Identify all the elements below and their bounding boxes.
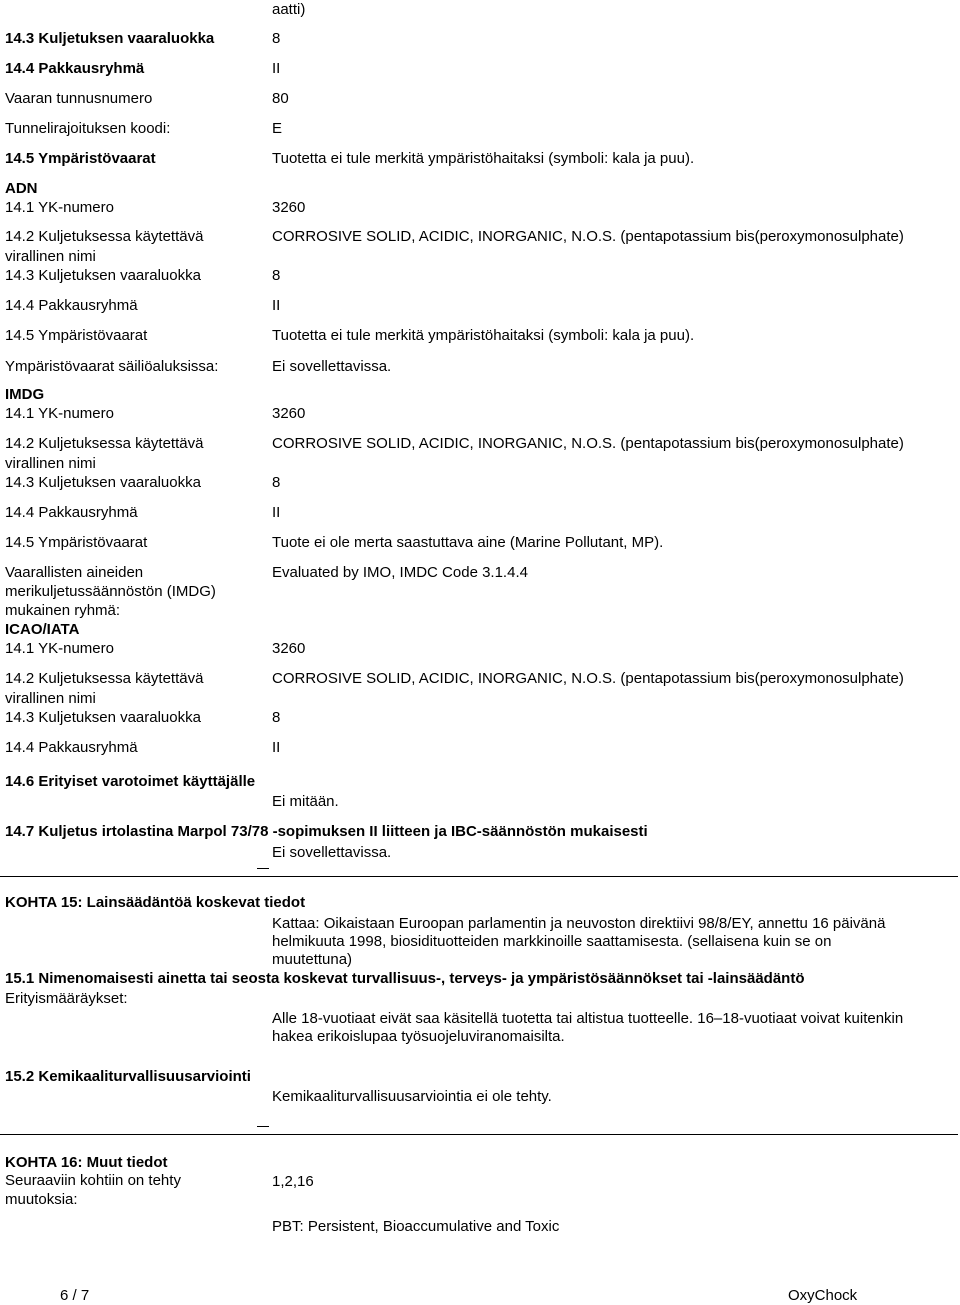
icao-heading: ICAO/IATA [5,621,80,638]
icao-vaaraluokka-label: 14.3 Kuljetuksen vaaraluokka [5,709,201,726]
section-14-6-value: Ei mitään. [272,793,339,810]
section-14-7-value: Ei sovellettavissa. [272,844,392,861]
icao-nimi-label-2: virallinen nimi [5,690,96,707]
section-14-6-heading: 14.6 Erityiset varotoimet käyttäjälle [5,773,256,790]
imdg-heading: IMDG [5,386,45,403]
seuraaviin-label: Seuraaviin kohtiin on tehty [5,1172,181,1189]
icao-vaaraluokka-value: 8 [272,709,281,726]
imdg-nimi-value: CORROSIVE SOLID, ACIDIC, INORGANIC, N.O.S. (pentapotassium bis(peroxymonosulphate) [272,435,904,452]
imdg-ryhma-label: Vaarallisten aineiden [5,564,144,581]
vaaran-tunnusnumero-label: Vaaran tunnusnumero [5,90,153,107]
ymparistovaarat-label: 14.5 Ympäristövaarat [5,150,156,167]
icao-yk-label: 14.1 YK-numero [5,640,114,657]
icao-nimi-label: 14.2 Kuljetuksessa käytettävä [5,670,204,687]
section-divider [0,876,958,877]
icao-pakkausryhma-label: 14.4 Pakkausryhmä [5,739,138,756]
vaaran-tunnusnumero-value: 80 [272,90,289,107]
adn-nimi-label: 14.2 Kuljetuksessa käytettävä [5,228,204,245]
imdg-ryhma-value: Evaluated by IMO, IMDC Code 3.1.4.4 [272,564,528,581]
page-number: 6 / 7 [60,1287,90,1304]
adn-sailio-value: Ei sovellettavissa. [272,358,392,375]
adn-pakkausryhma-value: II [272,297,281,314]
imdg-vaaraluokka-value: 8 [272,474,281,491]
tunnelirajoitus-value: E [272,120,283,137]
brand-name: OxyChock [788,1287,858,1304]
adn-ymparisto-value: Tuotetta ei tule merkitä ympäristöhaitaksi (symboli: kala ja puu). [272,327,695,344]
imdg-pakkausryhma-value: II [272,504,281,521]
imdg-vaaraluokka-label: 14.3 Kuljetuksen vaaraluokka [5,474,201,491]
pbt-definition: PBT: Persistent, Bioaccumulative and Toxic [272,1218,560,1235]
kattaa-line-2: helmikuuta 1998, biosidituotteiden markkinoille saattamisesta. (sellaisena kuin se on [272,933,832,950]
adn-vaaraluokka-value: 8 [272,267,281,284]
erityismaaraykset-line-1: Alle 18-vuotiaat eivät saa käsitellä tuotetta tai altistua tuotteelle. 16–18-vuotiaat voivat kuitenkin [272,1010,904,1027]
adn-vaaraluokka-label: 14.3 Kuljetuksen vaaraluokka [5,267,201,284]
pakkausryhma-value: II [272,60,281,77]
imdg-nimi-label: 14.2 Kuljetuksessa käytettävä [5,435,204,452]
imdg-yk-label: 14.1 YK-numero [5,405,114,422]
section-15-1-heading: 15.1 Nimenomaisesti ainetta tai seosta koskevat turvallisuus-, terveys- ja ympäristösäännökset tai -lainsäädäntö [5,970,805,987]
adn-yk-label: 14.1 YK-numero [5,199,114,216]
seuraaviin-value: 1,2,16 [272,1173,314,1190]
adn-nimi-value: CORROSIVE SOLID, ACIDIC, INORGANIC, N.O.S. (pentapotassium bis(peroxymonosulphate) [272,228,904,245]
imdg-ryhma-label-2: merikuljetussäännöstön (IMDG) [5,583,216,600]
section-divider [0,1134,958,1135]
divider-tick [257,1126,269,1127]
vaaraluokka-label: 14.3 Kuljetuksen vaaraluokka [5,30,215,47]
imdg-pakkausryhma-label: 14.4 Pakkausryhmä [5,504,138,521]
adn-nimi-label-2: virallinen nimi [5,248,96,265]
tunnelirajoitus-label: Tunnelirajoituksen koodi: [5,120,171,137]
kattaa-line-1: Kattaa: Oikaistaan Euroopan parlamentin ja neuvoston direktiivi 98/8/EY, annettu 16 päivänä [272,915,886,932]
adn-pakkausryhma-label: 14.4 Pakkausryhmä [5,297,138,314]
icao-nimi-value: CORROSIVE SOLID, ACIDIC, INORGANIC, N.O.S. (pentapotassium bis(peroxymonosulphate) [272,670,904,687]
section-14-7-heading: 14.7 Kuljetus irtolastina Marpol 73/78 -sopimuksen II liitteen ja IBC-säännöstön mukaisesti [5,823,648,840]
ymparistovaarat-value: Tuotetta ei tule merkitä ympäristöhaitaksi (symboli: kala ja puu). [272,150,695,167]
imdg-ymparisto-label: 14.5 Ympäristövaarat [5,534,148,551]
adn-heading: ADN [5,180,38,197]
vaaraluokka-value: 8 [272,30,281,47]
adn-yk-value: 3260 [272,199,306,216]
divider-tick [257,868,269,869]
kohta-16-heading: KOHTA 16: Muut tiedot [5,1154,168,1171]
imdg-ymparisto-value: Tuote ei ole merta saastuttava aine (Marine Pollutant, MP). [272,534,664,551]
imdg-ryhma-label-3: mukainen ryhmä: [5,602,121,619]
erityismaaraykset-label: Erityismääräykset: [5,990,128,1007]
icao-yk-value: 3260 [272,640,306,657]
imdg-nimi-label-2: virallinen nimi [5,455,96,472]
icao-pakkausryhma-value: II [272,739,281,756]
seuraaviin-label-2: muutoksia: [5,1191,78,1208]
section-15-2-heading: 15.2 Kemikaaliturvallisuusarviointi [5,1068,251,1085]
imdg-yk-value: 3260 [272,405,306,422]
kohta-15-heading: KOHTA 15: Lainsäädäntöä koskevat tiedot [5,894,306,911]
erityismaaraykset-line-2: hakea erikoislupaa työsuojeluviranomaisilta. [272,1028,565,1045]
section-15-2-value: Kemikaaliturvallisuusarviointia ei ole tehty. [272,1088,552,1105]
adn-ymparisto-label: 14.5 Ympäristövaarat [5,327,148,344]
kattaa-line-3: muutettuna) [272,951,353,968]
continuation-text: aatti) [272,1,306,18]
pakkausryhma-label: 14.4 Pakkausryhmä [5,60,145,77]
adn-sailio-label: Ympäristövaarat säiliöaluksissa: [5,358,219,375]
